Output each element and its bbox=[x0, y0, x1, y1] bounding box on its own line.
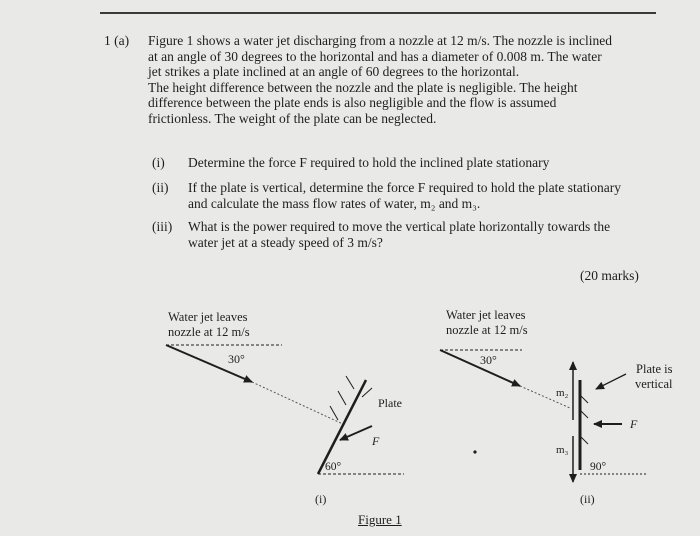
part-text: If the plate is vertical, determine the force F required to hold the plate stationary bbox=[188, 180, 621, 195]
m2-label: m₂ bbox=[556, 387, 569, 399]
left-plate-angle: 60° bbox=[325, 461, 342, 473]
left-plate-label: Plate bbox=[378, 396, 402, 410]
question-line: frictionless. The weight of the plate can be neglected. bbox=[148, 110, 437, 126]
left-inclined-plate bbox=[318, 380, 366, 474]
right-force-label: F bbox=[630, 417, 638, 431]
plate-label-arrow bbox=[596, 374, 626, 389]
question-line: at an angle of 30 degrees to the horizontal and has a diameter of 0.008 m. The water bbox=[148, 48, 602, 64]
plate-hatch bbox=[346, 376, 354, 389]
right-plate-angle: 90° bbox=[590, 461, 607, 473]
stray-dot bbox=[473, 450, 476, 453]
left-jet-label-line: nozzle at 12 m/s bbox=[168, 325, 250, 339]
left-jet-label-line: Water jet leaves bbox=[168, 310, 248, 324]
right-jet-label-line: nozzle at 12 m/s bbox=[446, 323, 528, 337]
figure-title: Figure 1 bbox=[358, 512, 402, 527]
part-text: Determine the force F required to hold the inclined plate stationary bbox=[188, 155, 550, 170]
question-line: The height difference between the nozzle and the plate is negligible. The height bbox=[148, 79, 578, 95]
right-jet-label-line: Water jet leaves bbox=[446, 308, 526, 322]
plate-label-leader bbox=[362, 388, 372, 397]
right-plate-label-line: vertical bbox=[635, 377, 673, 391]
part-label: (iii) bbox=[152, 219, 173, 234]
right-figure-caption: (ii) bbox=[580, 492, 595, 506]
marks-label: (20 marks) bbox=[580, 268, 639, 283]
left-force-arrow bbox=[340, 426, 372, 440]
left-jet-angle: 30° bbox=[228, 352, 245, 366]
part-label: (i) bbox=[152, 155, 165, 170]
part-text: water jet at a steady speed of 3 m/s? bbox=[188, 235, 383, 250]
left-force-label: F bbox=[372, 434, 380, 448]
left-figure-caption: (i) bbox=[315, 492, 327, 506]
question-line: jet strikes a plate inclined at an angle of 60 degrees to the horizontal. bbox=[148, 64, 520, 80]
right-plate-label-line: Plate is bbox=[636, 362, 673, 376]
part-text: What is the power required to move the vertical plate horizontally towards the bbox=[188, 219, 611, 234]
part-text: and calculate the mass flow rates of water, m₂ and m₃. bbox=[188, 196, 481, 211]
left-jet-path bbox=[252, 382, 345, 425]
question-line: difference between the plate ends is also negligible and the flow is assumed bbox=[148, 95, 557, 111]
part-label: (ii) bbox=[152, 180, 169, 195]
right-jet-angle: 30° bbox=[480, 353, 497, 367]
question-number: 1 (a) bbox=[104, 33, 130, 48]
question-line: Figure 1 shows a water jet discharging from a nozzle at 12 m/s. The nozzle is inclined bbox=[148, 33, 613, 48]
plate-hatch bbox=[338, 391, 346, 405]
plate-hatch bbox=[330, 406, 338, 420]
m3-label: m₃ bbox=[556, 444, 569, 456]
